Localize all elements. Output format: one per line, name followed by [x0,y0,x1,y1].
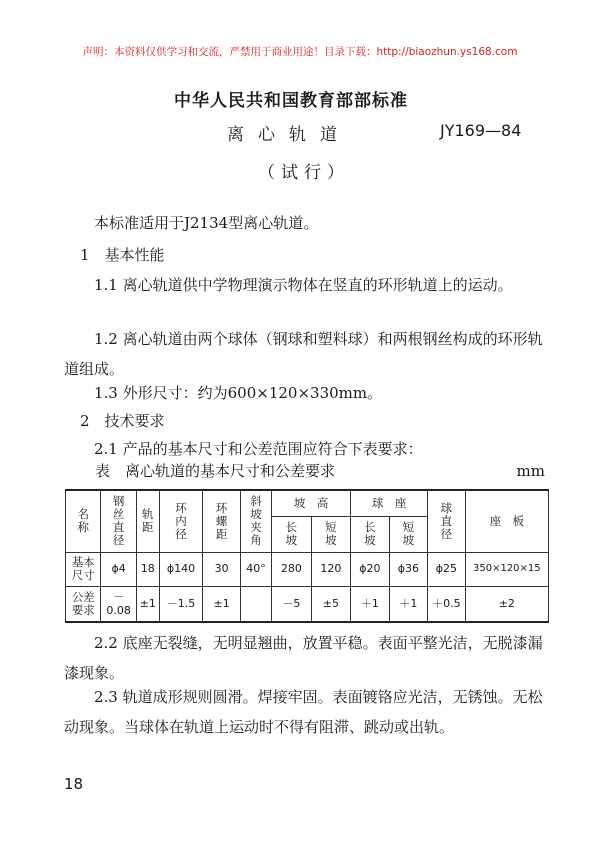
cell: 40° [240,552,271,586]
paragraph-2-1: 2.1 产品的基本尺寸和公差范围应符合下表要求： [94,440,423,458]
header-name: 名称 [66,490,101,552]
header-slope-angle: 斜坡夹角 [240,490,271,552]
row-label-basic: 基本尺寸 [66,552,101,586]
cell: ϕ25 [428,552,465,586]
header-ring-inner-diameter: 环内径 [159,490,203,552]
header-seat-short: 短坡 [389,516,428,552]
table-row-tolerance [66,586,549,622]
header-ball-seat: 球 座 [351,490,428,516]
scope-text: 本标准适用于J2134型离心轨道。 [94,214,319,232]
cell: ϕ20 [351,552,390,586]
standard-code: JY169—84 [440,121,522,140]
header-seat-long: 长坡 [351,516,390,552]
cell: ±1 [203,586,240,622]
cell: 30 [203,552,240,586]
document-title: 离心轨道 [227,125,351,145]
header-slope-height: 坡 高 [272,490,351,516]
table-row-basic [66,552,549,586]
cell: ＋1 [389,586,428,622]
cell: ±1 [136,586,159,622]
cell: －5 [272,586,312,622]
table-caption-text: 表 离心轨道的基本尺寸和公差要求 [95,462,336,480]
cell: －1.5 [159,586,203,622]
spec-table [65,489,549,623]
table-unit: mm [516,462,545,480]
cell: ±5 [311,586,351,622]
cell: 280 [272,552,312,586]
cell: 350×120×15 [465,552,548,586]
cell: ϕ4 [101,552,136,586]
cell: ±2 [465,586,548,622]
header-short-slope: 短坡 [311,516,351,552]
cell [240,586,271,622]
cell: ＋1 [351,586,390,622]
section-2-heading: 2 技术要求 [80,412,165,430]
header-ball-diameter: 球直径 [428,490,465,552]
cell: ＋0.5 [428,586,465,622]
cell: 120 [311,552,351,586]
row-label-tolerance: 公差要求 [66,586,101,622]
section-1-heading: 1 基本性能 [80,246,165,264]
cell: ϕ36 [389,552,428,586]
page-number: 18 [64,775,84,793]
cell: －0.08 [101,586,136,622]
header-base-plate: 座 板 [465,490,548,552]
disclaimer-notice: 声明：本资料仅供学习和交流，严禁用于商业用途！目录下载：http://biaozhun.ys168.com [82,46,518,58]
cell: 18 [136,552,159,586]
standard-organization: 中华人民共和国教育部部标准 [174,91,408,111]
trial-marker: （试行） [258,163,350,183]
header-wire-diameter: 钢丝直径 [101,490,136,552]
paragraph-2-2: 2.2 底座无裂缝，无明显翘曲，放置平稳。表面平整光洁，无脱漆漏漆现象。 [64,634,543,682]
paragraph-1-1: 1.1 离心轨道供中学物理演示物体在竖直的环形轨道上的运动。 [94,276,513,294]
paragraph-1-2: 1.2 离心轨道由两个球体（钢球和塑料球）和两根钢丝构成的环形轨道组成。 [64,330,543,378]
table-caption [95,460,545,482]
paragraph-1-3: 1.3 外形尺寸：约为600×120×330mm。 [94,384,383,402]
header-long-slope: 长坡 [272,516,312,552]
scope-paragraph [64,208,544,238]
paragraph-2-3: 2.3 轨道成形规则圆滑。焊接牢固。表面镀铬应光洁，无锈蚀。无松动现象。当球体在轨道上运动时不得有阻滞、跳动或出轨。 [64,688,543,736]
header-track-gauge: 轨距 [136,490,159,552]
header-ring-pitch: 环螺距 [203,490,240,552]
cell: ϕ140 [159,552,203,586]
